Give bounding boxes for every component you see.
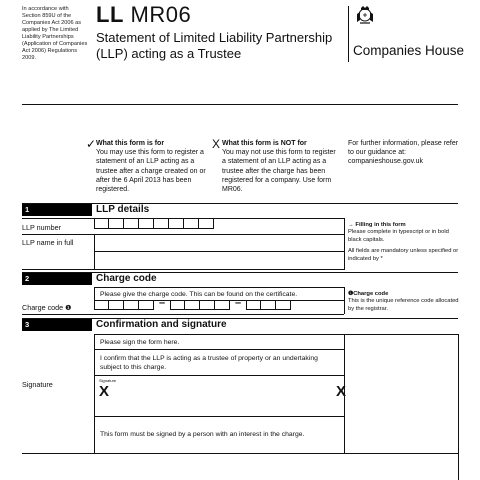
- section3-title: Confirmation and signature: [96, 319, 227, 330]
- header-rule: [22, 104, 458, 105]
- llp-name-field[interactable]: [94, 234, 345, 270]
- charge-code-note-body: This is the unique reference code allocated by the registrar.: [348, 298, 459, 312]
- filling-note: [348, 222, 460, 263]
- info-further: For further information, please refer to our guidance at: companieshouse.gov.uk: [348, 140, 459, 166]
- info-bullet-icon: ❶: [348, 291, 354, 297]
- form-code: [96, 2, 191, 28]
- charge-code-instruction: Please give the charge code. This can be found on the certificate.: [100, 291, 298, 298]
- signature-footer-note: This form must be signed by a person with an interest in the charge.: [100, 431, 305, 438]
- charge-code-note-heading: ❶Charge code: [348, 291, 389, 297]
- organisation-name: Companies House: [353, 43, 465, 58]
- charge-code-field[interactable]: [94, 297, 294, 311]
- form-number: MR06: [130, 2, 192, 27]
- llp-number-field[interactable]: [94, 219, 224, 230]
- info-not-for-heading: What this form is NOT for: [222, 140, 307, 147]
- cross-icon: X: [212, 137, 221, 151]
- filling-note-heading: → Filling in this form: [348, 222, 406, 228]
- llp-name-label: LLP name in full: [22, 238, 74, 247]
- tick-icon: ✓: [86, 137, 97, 151]
- section3-number: 3: [22, 319, 92, 331]
- confirmation-text: I confirm that the LLP is acting as a trustee of property or an undertaking subject to this charge.: [100, 355, 318, 371]
- info-not-for: [222, 139, 340, 194]
- charge-code-label: Charge code ❶: [22, 303, 72, 312]
- info-for: [96, 139, 214, 194]
- charge-code-separator: –: [159, 297, 166, 309]
- llp-number-label: LLP number: [22, 223, 62, 232]
- info-bullet-icon: ❶: [65, 303, 72, 312]
- header-divider: [348, 6, 349, 62]
- royal-crest-icon: [354, 4, 376, 26]
- charge-code-note: [348, 291, 460, 313]
- section3-bottom-rule: [22, 453, 458, 454]
- charge-code-separator: –: [235, 297, 242, 309]
- signature-box-caption: Signature: [99, 378, 117, 383]
- info-not-for-body: You may not use this form to register a statement of an LLP acting as a trustee after the charge has been registered for a company. Use form MR06.: [222, 149, 336, 194]
- sign-here-mark: X: [99, 383, 110, 400]
- filling-note-body: Please complete in typescript or in bold black capitals.: [348, 229, 449, 243]
- mandatory-note: All fields are mandatory unless specified or indicated by *: [348, 248, 459, 262]
- info-for-body: You may use this form to register a statement of an LLP acting as a trustee after a charge created on or after the 6 April 2013 has been registered.: [96, 149, 206, 194]
- signature-box[interactable]: [95, 376, 353, 416]
- section1-title: LLP details: [96, 204, 150, 215]
- right-margin-rule: [458, 334, 459, 480]
- signature-label: Signature: [22, 380, 53, 389]
- section2-title: Charge code: [96, 273, 157, 284]
- section2-number: 2: [22, 273, 92, 285]
- info-for-heading: What this form is for: [96, 140, 165, 147]
- legal-note: In accordance with Section 859U of the Companies Act 2006 as applied by The Limited Liability Partnerships (Application of Companies Act 2006) Regulations 2009.: [22, 6, 88, 61]
- section1-number: 1: [22, 204, 92, 216]
- form-prefix: LL: [96, 2, 124, 27]
- sign-here-mark-end: X: [336, 383, 347, 400]
- please-sign-text: Please sign the form here.: [100, 339, 180, 346]
- form-title: Statement of Limited Liability Partnership (LLP) acting as a Trustee: [96, 30, 333, 61]
